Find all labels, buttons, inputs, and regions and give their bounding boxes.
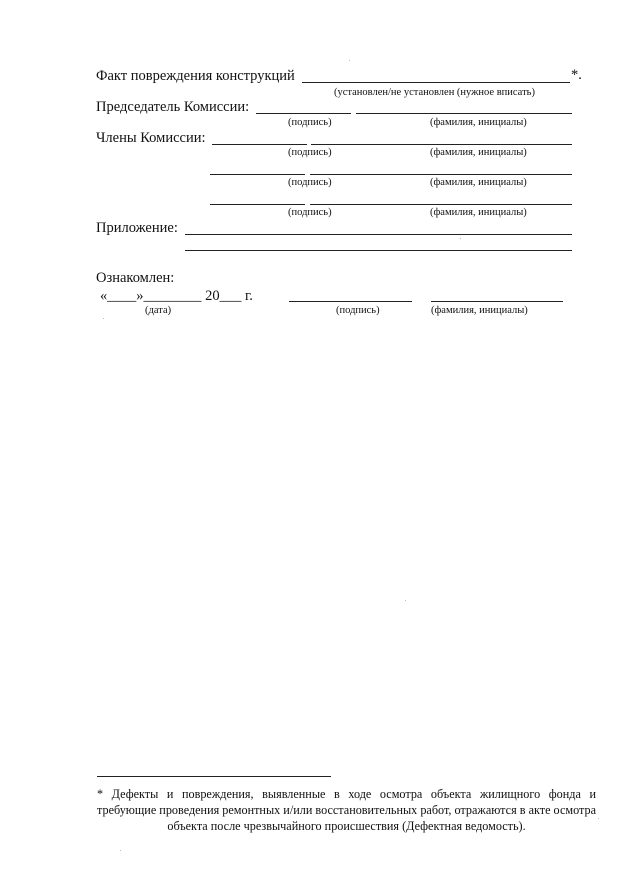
attachment-label: Приложение: (96, 220, 178, 236)
scan-speck (460, 238, 461, 239)
chairman-name-caption: (фамилия, инициалы) (430, 117, 527, 128)
damage-field-line[interactable] (302, 82, 570, 83)
acquainted-name-line[interactable] (431, 301, 563, 302)
members-label: Члены Комиссии: (96, 130, 206, 146)
member-3-signature-line[interactable] (210, 204, 305, 205)
scan-speck (349, 60, 350, 61)
attachment-line-1[interactable] (185, 234, 572, 235)
scan-speck (120, 850, 121, 851)
chairman-name-line[interactable] (356, 113, 572, 114)
scan-speck (103, 318, 104, 319)
member-1-signature-line[interactable] (212, 144, 307, 145)
member-2-sign-caption: (подпись) (288, 177, 332, 188)
member-2-signature-line[interactable] (210, 174, 305, 175)
member-2-name-caption: (фамилия, инициалы) (430, 177, 527, 188)
member-2-name-line[interactable] (310, 174, 572, 175)
acquainted-sign-caption: (подпись) (336, 305, 380, 316)
acquainted-label: Ознакомлен: (96, 270, 175, 286)
scan-speck (598, 818, 599, 819)
chairman-signature-line[interactable] (256, 113, 351, 114)
attachment-line-2[interactable] (185, 250, 572, 251)
scan-speck (405, 600, 406, 601)
member-3-name-caption: (фамилия, инициалы) (430, 207, 527, 218)
chairman-label: Председатель Комиссии: (96, 99, 250, 115)
damage-label: Факт повреждения конструкций (96, 68, 295, 84)
acquainted-signature-line[interactable] (289, 301, 412, 302)
acquainted-name-caption: (фамилия, инициалы) (431, 305, 528, 316)
footnote-text: * Дефекты и повреждения, выявленные в ходе осмотра объекта жилищного фонда и требующие проведения ремонтных и/или восстановительных работ, отражаются в акте осмотра объекта после чрезвычайного происшествия (Дефектная ведомость). (97, 787, 596, 833)
member-1-name-caption: (фамилия, инициалы) (430, 147, 527, 158)
acquainted-date-line[interactable]: «____»________ 20___ г. (100, 288, 253, 304)
footnote-separator (97, 776, 331, 777)
member-1-sign-caption: (подпись) (288, 147, 332, 158)
member-3-name-line[interactable] (310, 204, 572, 205)
damage-asterisk: *. (571, 67, 582, 83)
member-1-name-line[interactable] (311, 144, 572, 145)
member-3-sign-caption: (подпись) (288, 207, 332, 218)
chairman-sign-caption: (подпись) (288, 117, 332, 128)
acquainted-date-caption: (дата) (145, 305, 172, 316)
damage-caption: (установлен/не установлен (нужное вписать) (334, 87, 535, 98)
